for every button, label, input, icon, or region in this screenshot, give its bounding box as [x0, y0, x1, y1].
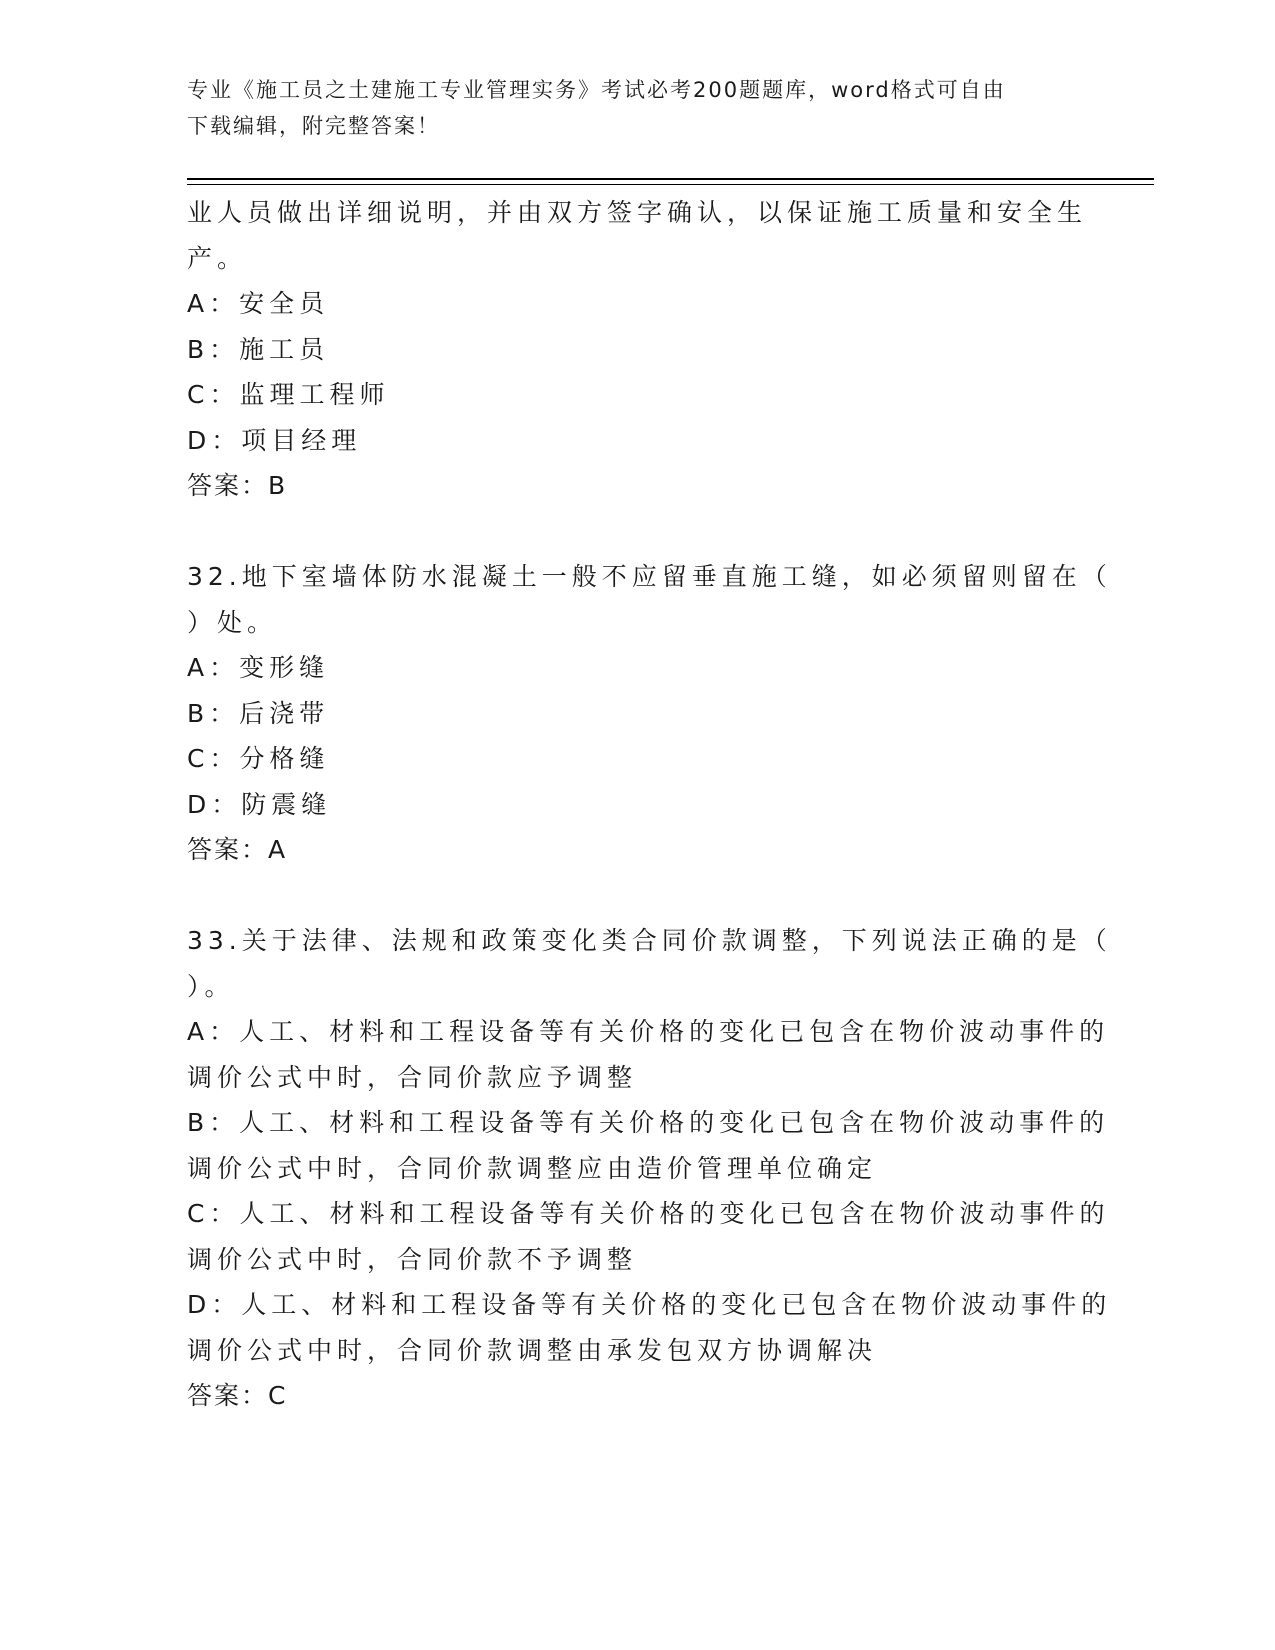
option-d: D：人工、材料和工程设备等有关价格的变化已包含在物价波动事件的	[187, 1290, 1112, 1319]
header-line-1: 专业《施工员之土建施工专业管理实务》考试必考200题题库，word格式可自由	[187, 78, 1006, 102]
question-31-continuation	[187, 190, 1087, 509]
option-c: C：监理工程师	[187, 380, 390, 409]
question-text: ）处。	[187, 607, 278, 637]
option-b: B：施工员	[187, 334, 330, 364]
answer: 答案：C	[187, 1381, 288, 1410]
answer: 答案：B	[187, 471, 288, 500]
question-text: 32.地下室墙体防水混凝土一般不应留垂直施工缝，如必须留则留在（	[187, 562, 1112, 591]
question-33	[187, 918, 1112, 1419]
option-c: C：分格缝	[187, 744, 330, 773]
option-a: A：安全员	[187, 289, 330, 318]
header-rule-thick	[187, 178, 1154, 180]
option-b: B：后浇带	[187, 698, 330, 728]
question-32	[187, 554, 1112, 873]
document-body	[187, 190, 1112, 1419]
document-header	[187, 72, 1067, 144]
option-d: D：项目经理	[187, 425, 362, 455]
header-rule-thin	[187, 184, 1154, 185]
question-text: ）。	[187, 971, 235, 1001]
question-text: 业人员做出详细说明，并由双方签字确认，以保证施工质量和安全生	[187, 198, 1088, 227]
option-c-cont: 调价公式中时，合同价款不予调整	[187, 1244, 638, 1274]
header-line-2: 下载编辑，附完整答案！	[187, 114, 440, 138]
option-a-cont: 调价公式中时，合同价款应予调整	[187, 1062, 638, 1092]
option-a: A：变形缝	[187, 653, 330, 682]
option-b-cont: 调价公式中时，合同价款调整应由造价管理单位确定	[187, 1153, 878, 1183]
question-text: 产。	[187, 243, 248, 273]
option-d-cont: 调价公式中时，合同价款调整由承发包双方协调解决	[187, 1335, 878, 1365]
option-a: A：人工、材料和工程设备等有关价格的变化已包含在物价波动事件的	[187, 1017, 1110, 1046]
answer: 答案：A	[187, 835, 288, 864]
option-b: B：人工、材料和工程设备等有关价格的变化已包含在物价波动事件的	[187, 1108, 1110, 1137]
option-d: D：防震缝	[187, 789, 332, 819]
option-c: C：人工、材料和工程设备等有关价格的变化已包含在物价波动事件的	[187, 1199, 1110, 1228]
question-text: 33.关于法律、法规和政策变化类合同价款调整，下列说法正确的是（	[187, 926, 1112, 955]
